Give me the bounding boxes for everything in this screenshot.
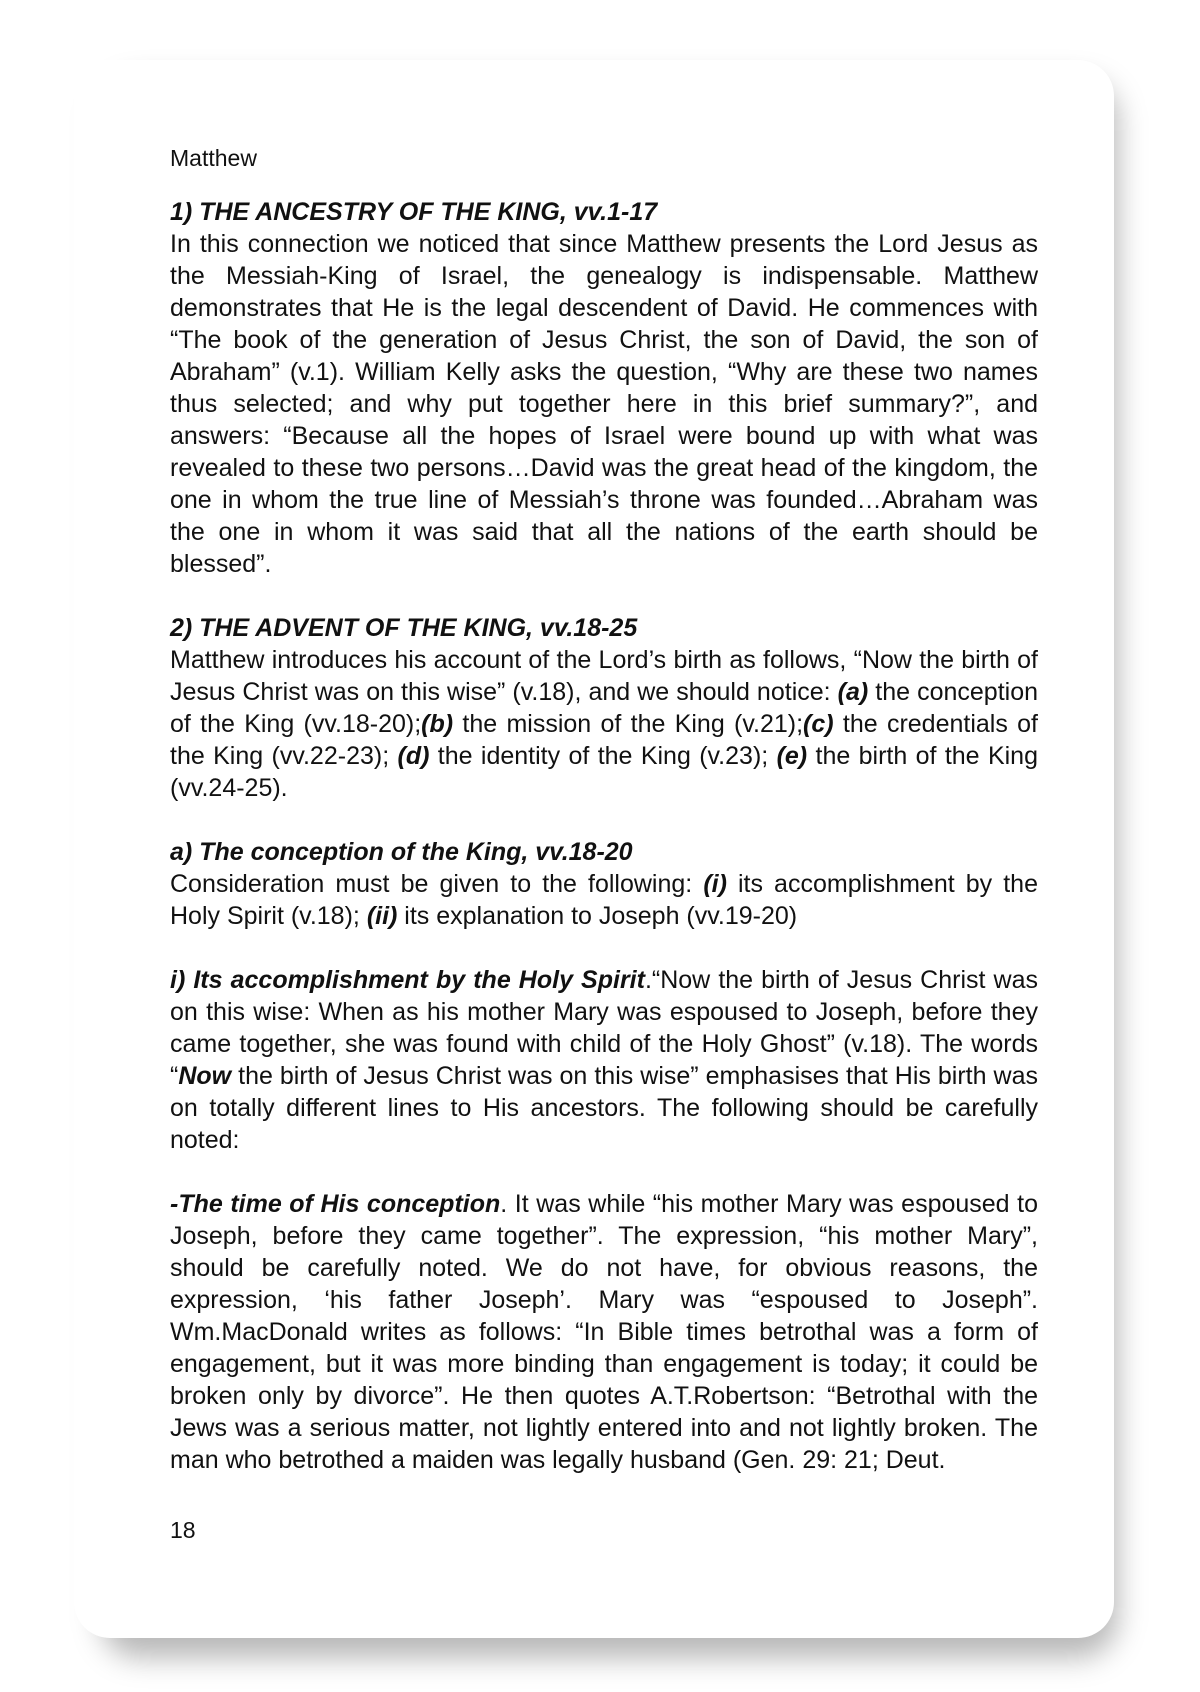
paragraph-ancestry: In this connection we noticed that since Matthew presents the Lord Jesus as the Messiah-King of Israel, the genealogy is indispensable. Matthew demonstrates that He is the legal descendent of David. He commences with “The book of the generation of Jesus Christ, the son of David, the son of Abraham” (v.1). William Kelly asks the question, “Why are these two names thus selected; and why put together here in this brief summary?”, and answers: “Because all the hopes of Israel were bound up with what was revealed to these two persons…David was the great head of the kingdom, the one in whom the true line of Messiah’s throne was founded…Abraham was the one in whom it was said that all the nations of the earth should be blessed”. — [170, 230, 1038, 578]
page-content — [170, 142, 1038, 1476]
marker-e: (e) — [776, 742, 808, 770]
paragraph-holy-spirit: i) Its accomplishment by the Holy Spirit.“Now the birth of Jesus Christ was on this wise: When as his mother Mary was espoused to Joseph, before they came together, she was found with child of the Holy Ghost” (v.18). The words “Now the birth of Jesus Christ was on this wise” emphasises that His birth was on totally different lines to His ancestors. The following should be carefully noted: — [170, 966, 1039, 1154]
marker-ii: (ii) — [366, 902, 398, 930]
marker-a: (a) — [837, 678, 869, 706]
marker-c: (c) — [803, 710, 834, 738]
marker-d: (d) — [397, 742, 430, 770]
paragraph-conception: Consideration must be given to the following: (i) its accomplishment by the Holy Spirit (v.18); (ii) its explanation to Joseph (vv.19-20) — [170, 870, 1038, 930]
lead-time-of-conception: -The time of His conception — [170, 1190, 501, 1218]
paragraph-time-of-conception: -The time of His conception. It was while “his mother Mary was espoused to Joseph, before they came together”. The expression, “his mother Mary”, should be carefully noted. We do not have, for obvious reasons, the expression, ‘his father Joseph’. Mary was “espoused to Joseph”. Wm.MacDonald writes as follows: “In Bible times betrothal was a form of engagement, but it was more binding than engagement is today; it could be broken only by divorce”. He then quotes A.T.Robertson: “Betrothal with the Jews was a serious matter, not lightly entered into and not lightly broken. The man who betrothed a maiden was legally husband (Gen. 29: 21; Deut. — [170, 1190, 1039, 1474]
paragraph-advent: Matthew introduces his account of the Lord’s birth as follows, “Now the birth of Jesus Christ was on this wise” (v.18), and we should notice: (a) the conception of the King (vv.18-20);(b) the mission of the King (v.21);(c) the credentials of the King (vv.22-23); (d) the identity of the King (v.23); (e) the birth of the King (vv.24-25). — [170, 646, 1038, 802]
subsection-heading-conception: a) The conception of the King, vv.18-20 — [170, 838, 633, 866]
section-heading-ancestry: 1) THE ANCESTRY OF THE KING, vv.1-17 — [170, 198, 658, 226]
page-number: 18 — [170, 1517, 196, 1543]
section-heading-advent: 2) THE ADVENT OF THE KING, vv.18-25 — [170, 614, 638, 642]
marker-b: (b) — [421, 710, 454, 738]
running-head: Matthew — [170, 145, 257, 171]
lead-holy-spirit: i) Its accomplishment by the Holy Spirit — [170, 966, 645, 994]
marker-i: (i) — [703, 870, 727, 898]
emphasis-now: Now — [178, 1062, 232, 1090]
